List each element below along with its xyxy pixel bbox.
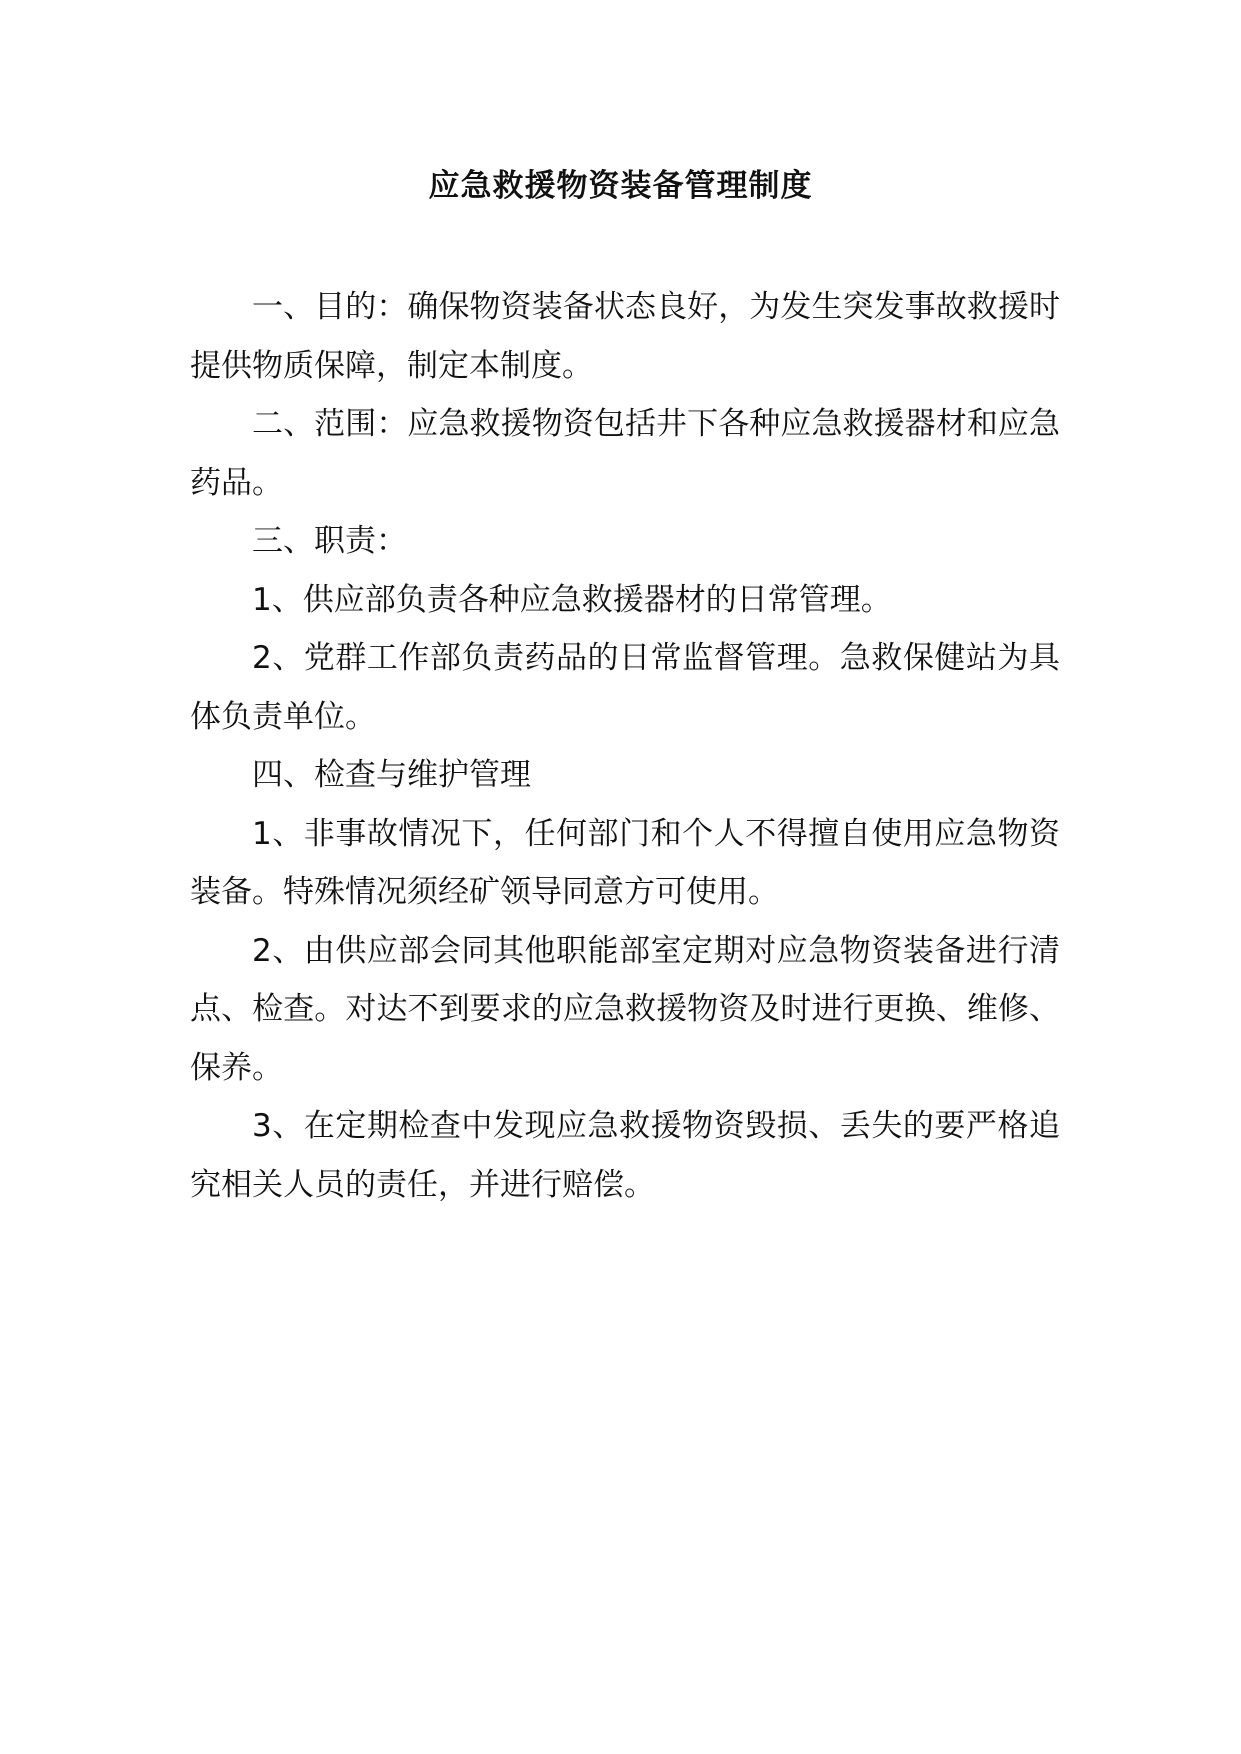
paragraph-duties-heading: 三、职责： [252, 523, 407, 559]
paragraph-scope: 二、范围：应急救援物资包括井下各种应急救援器材和应急药品。 [190, 406, 1060, 501]
paragraph-purpose: 一、目的：确保物资装备状态良好，为发生突发事故救援时提供物质保障，制定本制度。 [190, 289, 1060, 384]
paragraph-inspection-heading: 四、检查与维护管理 [252, 757, 531, 793]
document-body [190, 278, 1060, 1214]
paragraph-inspection-2: 2、由供应部会同其他职能部室定期对应急物资装备进行清点、检查。对达不到要求的应急救援物资及时进行更换、维修、保养。 [190, 932, 1060, 1086]
paragraph-duty-2: 2、党群工作部负责药品的日常监督管理。急救保健站为具体负责单位。 [190, 640, 1060, 735]
paragraph-duty-1: 1、供应部负责各种应急救援器材的日常管理。 [252, 581, 892, 618]
paragraph-inspection-1: 1、非事故情况下，任何部门和个人不得擅自使用应急物资装备。特殊情况须经矿领导同意方可使用。 [190, 815, 1060, 910]
paragraph-inspection-3: 3、在定期检查中发现应急救援物资毁损、丢失的要严格追究相关人员的责任，并进行赔偿。 [190, 1108, 1060, 1203]
document-title: 应急救援物资装备管理制度 [428, 168, 813, 204]
